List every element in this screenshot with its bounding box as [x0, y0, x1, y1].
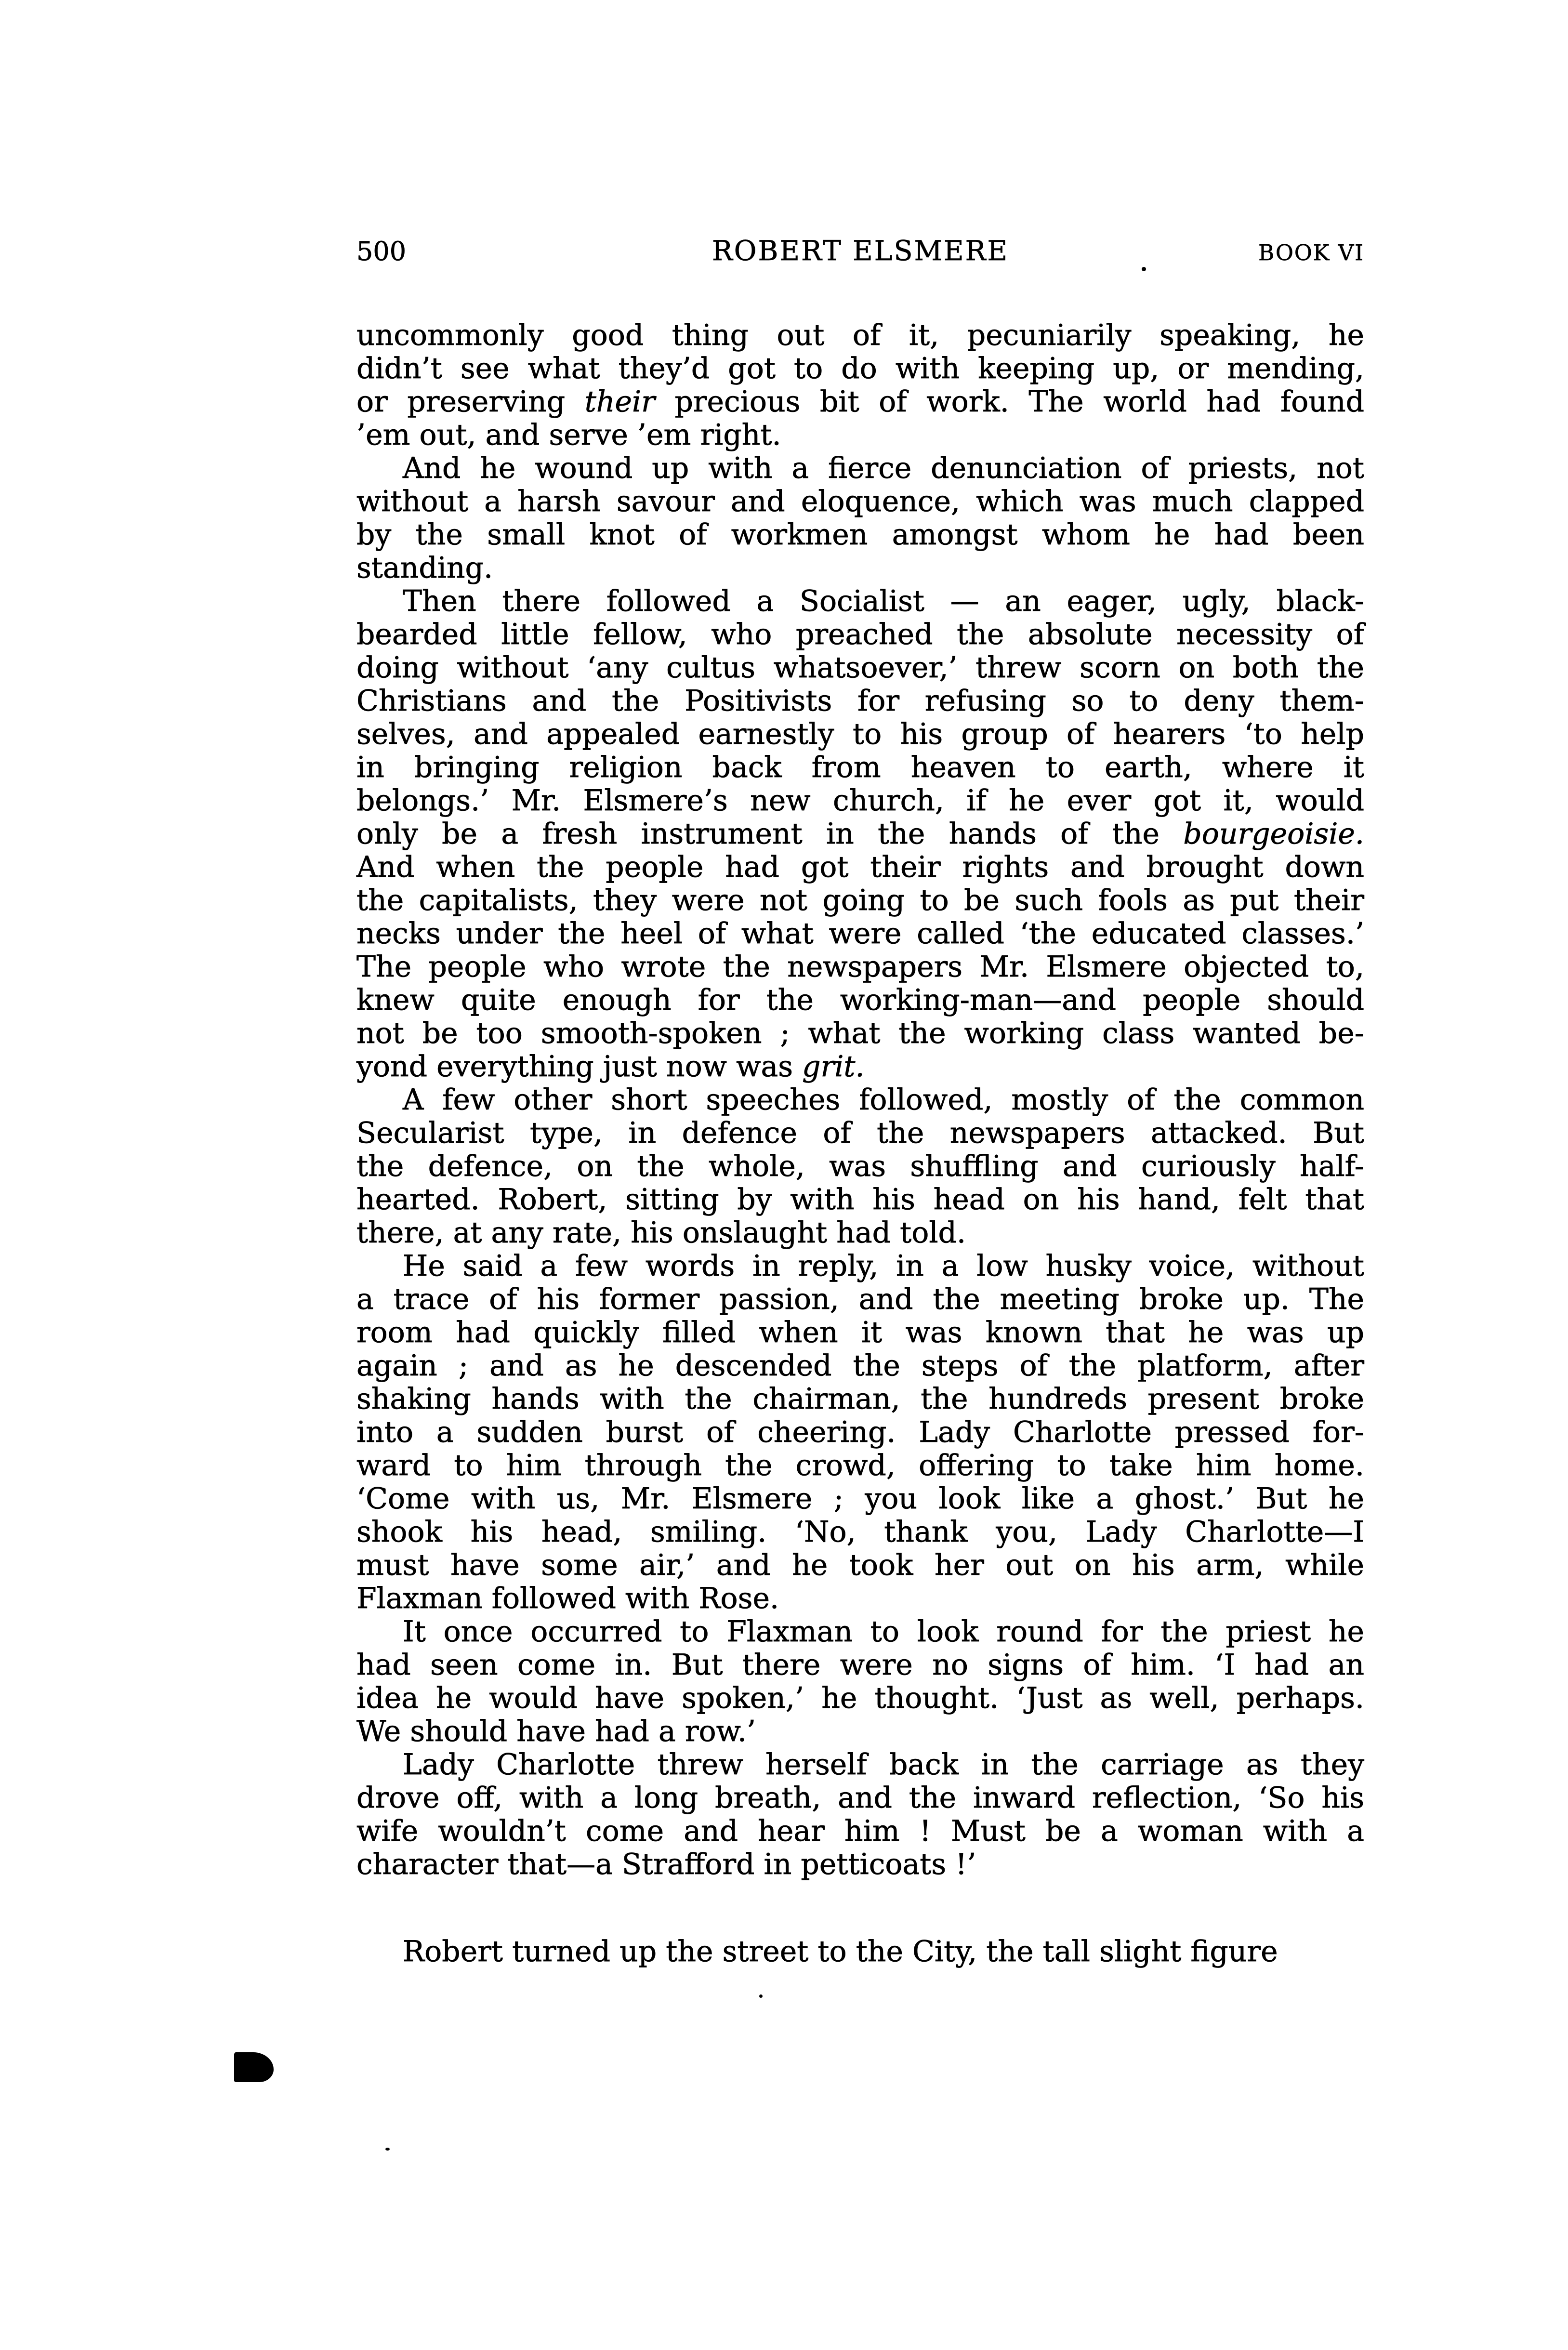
text-line: Christians and the Positivists for refusing so to deny them-	[356, 684, 1364, 718]
text-line: ’em out, and serve ’em right.	[356, 418, 781, 452]
text-line: the defence, on the whole, was shuffling and curiously half-	[356, 1149, 1364, 1183]
text-line: drove off, with a long breath, and the inward reflection, ‘So his	[356, 1781, 1364, 1815]
text-line: shaking hands with the chairman, the hundreds present broke	[356, 1382, 1364, 1416]
running-title: ROBERT ELSMERE	[712, 235, 1009, 267]
text-line: A few other short speeches followed, mostly of the common	[403, 1083, 1364, 1117]
text-block	[356, 319, 1364, 1968]
paragraph	[356, 1250, 1364, 1615]
text-line: knew quite enough for the working-man—and people should	[356, 983, 1364, 1017]
text-line: belongs.’ Mr. Elsmere’s new church, if he ever got it, would	[356, 784, 1364, 818]
scan-speck-header	[1142, 267, 1146, 271]
text-line: bearded little fellow, who preached the absolute necessity of	[356, 618, 1364, 651]
text-line: had seen come in. But there were no signs of him. ‘I had an	[356, 1648, 1364, 1682]
text-line: Lady Charlotte threw herself back in the carriage as they	[403, 1748, 1364, 1782]
text-line: shook his head, smiling. ‘No, thank you, Lady Charlotte—I	[356, 1515, 1364, 1549]
text-line: ‘Come with us, Mr. Elsmere ; you look like a ghost.’ But he	[356, 1482, 1364, 1516]
text-line: or preserving their precious bit of work. The world had found	[356, 385, 1364, 419]
text-line: the capitalists, they were not going to be such fools as put their	[356, 884, 1364, 917]
text-line: Then there followed a Socialist — an eager, ugly, black-	[403, 584, 1364, 618]
text-line: hearted. Robert, sitting by with his head on his hand, felt that	[356, 1183, 1364, 1216]
paragraph	[356, 1748, 1364, 1881]
text-line: again ; and as he descended the steps of the platform, after	[356, 1349, 1364, 1383]
text-line: uncommonly good thing out of it, pecuniarily speaking, he	[356, 318, 1364, 352]
scan-speck-low	[385, 2148, 390, 2151]
text-line: necks under the heel of what were called ‘the educated classes.’	[356, 917, 1364, 951]
paragraph	[356, 585, 1364, 1083]
text-line: And when the people had got their rights and brought down	[356, 850, 1364, 884]
text-line: not be too smooth-spoken ; what the working class wanted be-	[356, 1017, 1364, 1050]
text-line: idea he would have spoken,’ he thought. ‘Just as well, perhaps.	[356, 1681, 1364, 1715]
text-line: must have some air,’ and he took her out on his arm, while	[356, 1548, 1364, 1582]
paragraph	[356, 1083, 1364, 1250]
text-line: a trace of his former passion, and the meeting broke up. The	[356, 1282, 1364, 1316]
book-label: BOOK VI	[1258, 240, 1364, 265]
scan-speck-mid	[759, 1994, 763, 1998]
running-header	[356, 235, 1364, 267]
text-line: Flaxman followed with Rose.	[356, 1582, 779, 1615]
text-line: standing.	[356, 551, 493, 585]
text-line: room had quickly filled when it was known that he was up	[356, 1316, 1364, 1349]
paragraph	[356, 452, 1364, 585]
text-line: Secularist type, in defence of the newspapers attacked. But	[356, 1116, 1364, 1150]
text-line: selves, and appealed earnestly to his group of hearers ‘to help	[356, 717, 1364, 751]
text-line: character that—a Strafford in petticoats !’	[356, 1848, 976, 1881]
text-line: And he wound up with a fierce denunciation of priests, not	[403, 451, 1364, 485]
text-line: didn’t see what they’d got to do with keeping up, or mending,	[356, 352, 1364, 385]
text-line: It once occurred to Flaxman to look round for the priest he	[403, 1615, 1364, 1649]
text-line: only be a fresh instrument in the hands of the bourgeoisie.	[356, 817, 1364, 851]
text-line: Robert turned up the street to the City, the tall slight figure	[403, 1935, 1278, 1968]
text-line: into a sudden burst of cheering. Lady Charlotte pressed for-	[356, 1415, 1364, 1449]
text-line: He said a few words in reply, in a low husky voice, without	[403, 1249, 1364, 1283]
text-line: there, at any rate, his onslaught had told.	[356, 1216, 966, 1250]
text-line: by the small knot of workmen amongst whom he had been	[356, 518, 1364, 552]
text-line: doing without ‘any cultus whatsoever,’ threw scorn on both the	[356, 651, 1364, 685]
text-line: yond everything just now was grit.	[356, 1050, 865, 1083]
text-line: without a harsh savour and eloquence, which was much clapped	[356, 485, 1364, 518]
ink-blot	[234, 2052, 274, 2082]
text-line: ward to him through the crowd, offering to take him home.	[356, 1449, 1364, 1482]
paragraph	[356, 1615, 1364, 1748]
page-number: 500	[356, 236, 407, 266]
paragraph	[356, 319, 1364, 452]
text-line: wife wouldn’t come and hear him ! Must be a woman with a	[356, 1814, 1364, 1848]
text-line: We should have had a row.’	[356, 1715, 756, 1748]
text-line: in bringing religion back from heaven to earth, where it	[356, 751, 1364, 784]
paragraph	[356, 1935, 1364, 1968]
text-line: The people who wrote the newspapers Mr. Elsmere objected to,	[356, 950, 1364, 984]
